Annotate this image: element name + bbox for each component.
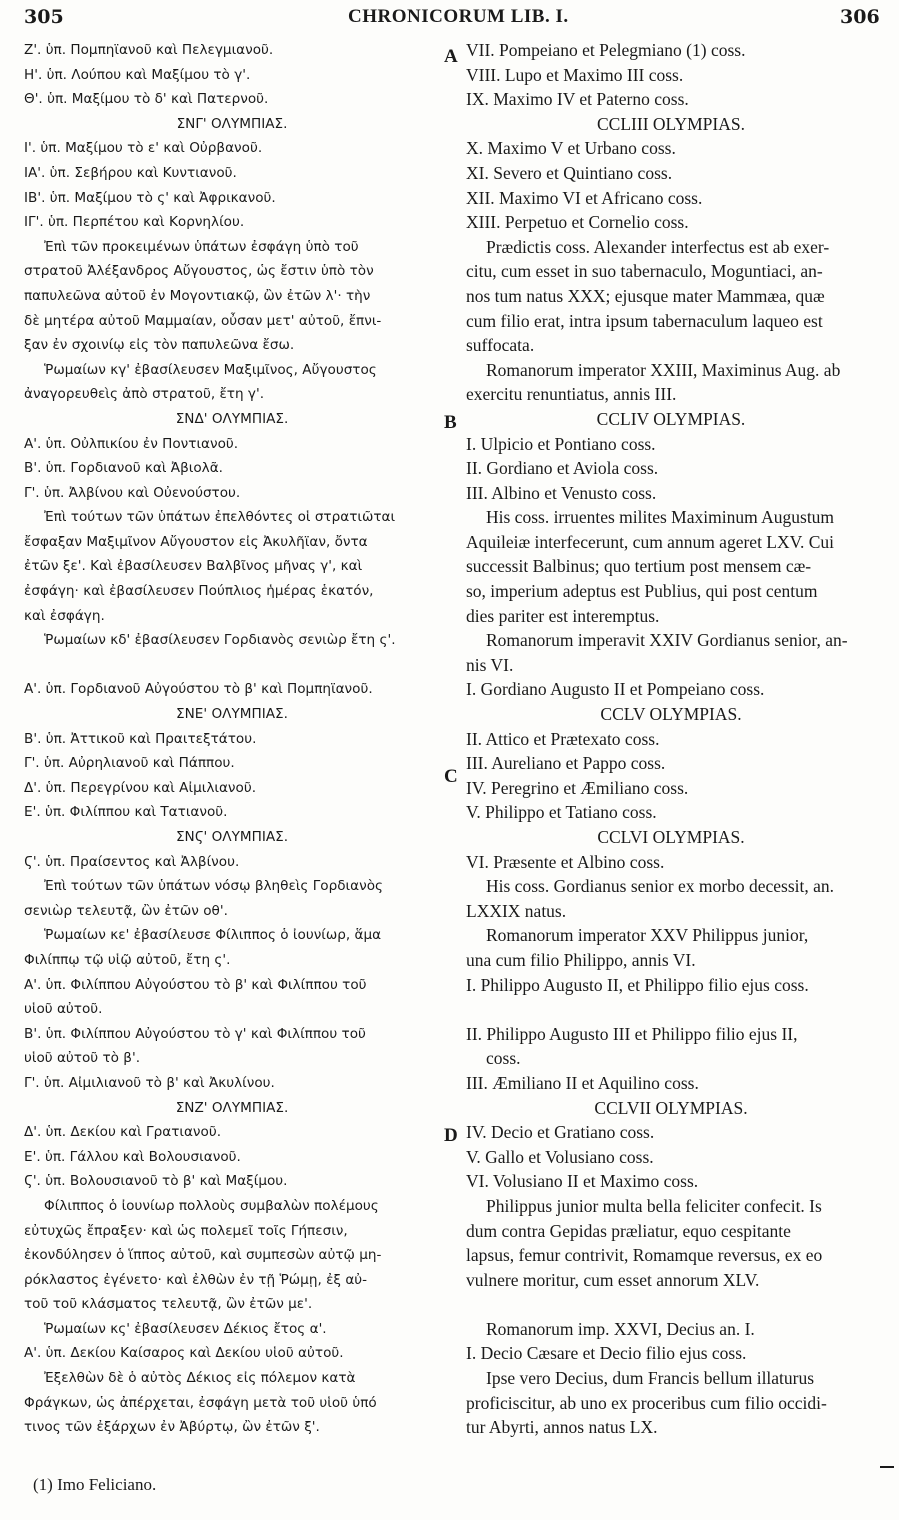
latin-column (466, 38, 876, 1440)
greek-line: ξαν ἐν σχοινίῳ εἰς τὸν παπυλεῶνα ἔσω. (24, 337, 295, 354)
greek-line: Ῥωμαίων κε' ἐβασίλευσε Φίλιππος ὁ ἰουνίωρ, ἅμα (44, 927, 382, 944)
greek-line: Ῥωμαίων κδ' ἐβασίλευσεν Γορδιανὸς σενιὼρ ἔτη ς'. (44, 632, 396, 649)
greek-line: Β'. ὑπ. Γορδιανοῦ καὶ Ἀβιολᾶ. (24, 460, 224, 477)
latin-line: tur Abyrti, annos natus LX. (466, 1417, 658, 1438)
greek-line: σενιὼρ τελευτᾷ, ὢν ἐτῶν οθ'. (24, 902, 228, 919)
latin-line: vulnere moritur, cum esset annorum XLV. (466, 1269, 760, 1290)
latin-line: una cum filio Philippo, annis VI. (466, 949, 696, 970)
greek-line: ἐσφάγη· καὶ ἐβασίλευσεν Πούπλιος ἡμέρας ἑκατόν, (24, 583, 374, 600)
latin-line: lapsus, femur contrivit, Romamque reversus, ex eo (466, 1245, 823, 1266)
latin-line: I. Gordiano Augusto II et Pompeiano coss. (466, 679, 765, 700)
latin-line: III. Albino et Venusto coss. (466, 482, 657, 503)
greek-line: ἐκονδύλησεν ὁ ἵππος αὐτοῦ, καὶ συμπεσὼν αὐτῷ μη- (24, 1247, 382, 1264)
latin-line: V. Gallo et Volusiano coss. (466, 1146, 654, 1167)
latin-line: so, imperium adeptus est Publius, qui post centum (466, 581, 818, 602)
olympiad-heading: ΣΝΔ' ΟΛΥΜΠΙΑΣ. (175, 410, 289, 427)
latin-line: I. Ulpicio et Pontiano coss. (466, 433, 656, 454)
greek-line: Ἐπὶ τῶν προκειμένων ὑπάτων ἐσφάγη ὑπὸ τοῦ (44, 238, 359, 255)
page-header (0, 6, 899, 36)
latin-line: Ipse vero Decius, dum Francis bellum illaturus (486, 1368, 815, 1389)
latin-line (466, 1292, 876, 1317)
olympiad-heading: CCLIV OLYMPIAS. (596, 408, 746, 429)
latin-line: VII. Pompeiano et Pelegmiano (1) coss. (466, 40, 746, 60)
greek-column (24, 38, 440, 1440)
greek-line: Γ'. ὑπ. Ἀλβίνου καὶ Οὐενούστου. (24, 484, 241, 501)
greek-line: στρατοῦ Ἀλέξανδρος Αὔγουστος, ὡς ἔστιν ὑπὸ τὸν (24, 263, 374, 280)
greek-line: Β'. ὑπ. Ἀττικοῦ καὶ Πραιτεξτάτου. (24, 730, 257, 747)
latin-line: VI. Volusiano II et Maximo coss. (466, 1171, 699, 1192)
greek-line (24, 653, 440, 678)
greek-line: Ἐπὶ τούτων τῶν ὑπάτων νόσῳ βληθεὶς Γορδιανὸς (44, 878, 384, 895)
latin-line: LXXIX natus. (466, 900, 567, 921)
section-letter-c: C (444, 766, 458, 787)
latin-line: VI. Præsente et Albino coss. (466, 851, 665, 872)
latin-line: II. Gordiano et Aviola coss. (466, 458, 659, 479)
latin-line (466, 997, 876, 1022)
greek-line: τινος τῶν ἐξάρχων ἐν Ἀβύρτῳ, ὢν ἐτῶν ξ'. (24, 1419, 320, 1436)
latin-line: exercitu renuntiatus, annis III. (466, 384, 677, 405)
latin-line: III. Æmiliano II et Aquilino coss. (466, 1072, 699, 1093)
greek-line: Ἐξελθὼν δὲ ὁ αὐτὸς Δέκιος εἰς πόλεμον κατὰ (44, 1370, 356, 1387)
greek-line: Α'. ὑπ. Φιλίππου Αὐγούστου τὸ β' καὶ Φιλίππου τοῦ (24, 976, 367, 993)
latin-line: X. Maximo V et Urbano coss. (466, 138, 676, 159)
olympiad-heading: ΣΝΕ' ΟΛΥΜΠΙΑΣ. (176, 706, 288, 723)
greek-line: Ζ'. ὑπ. Πομπηϊανοῦ καὶ Πελεγμιανοῦ. (24, 42, 274, 58)
latin-line: His coss. irruentes milites Maximinum Augustum (486, 507, 835, 528)
greek-line: εὐτυχῶς ἔπραξεν· καὶ ὡς πολεμεῖ τοῖς Γήπεσιν, (24, 1222, 348, 1239)
latin-line: XI. Severo et Quintiano coss. (466, 162, 673, 183)
greek-line: Ε'. ὑπ. Φιλίππου καὶ Τατιανοῦ. (24, 804, 228, 821)
greek-line: Θ'. ὑπ. Μαξίμου τὸ δ' καὶ Πατερνοῦ. (24, 91, 269, 108)
running-title: CHRONICORUM LIB. I. (348, 6, 569, 27)
latin-line: XIII. Perpetuo et Cornelio coss. (466, 212, 689, 233)
greek-line: Α'. ὑπ. Οὐλπικίου ἐν Ποντιανοῦ. (24, 435, 239, 452)
greek-line: Γ'. ὑπ. Αὐρηλιανοῦ καὶ Πάππου. (24, 755, 235, 772)
greek-line: Δ'. ὑπ. Περεγρίνου καὶ Αἰμιλιανοῦ. (24, 779, 257, 796)
latin-line: coss. (486, 1048, 521, 1069)
margin-dash (880, 1466, 894, 1468)
greek-line: Ι'. ὑπ. Μαξίμου τὸ ε' καὶ Οὐρβανοῦ. (24, 140, 263, 157)
greek-line: υἱοῦ αὐτοῦ. (24, 1001, 103, 1018)
greek-line: Ε'. ὑπ. Γάλλου καὶ Βολουσιανοῦ. (24, 1148, 241, 1165)
latin-line: citu, cum esset in suo tabernaculo, Moguntiaci, an- (466, 261, 823, 282)
latin-line: proficiscitur, ab uno ex proceribus cum filio occidi- (466, 1392, 827, 1413)
greek-line: ἐτῶν ξε'. Καὶ ἐβασίλευσεν Βαλβῖνος μῆνας γ', καὶ (24, 558, 363, 575)
greek-line: καὶ ἐσφάγη. (24, 607, 105, 624)
greek-line: ΙΓ'. ὑπ. Περπέτου καὶ Κορνηλίου. (24, 214, 245, 231)
greek-line: ΙΒ'. ὑπ. Μαξίμου τὸ ς' καὶ Ἀφρικανοῦ. (24, 189, 276, 206)
greek-line: δὲ μητέρα αὐτοῦ Μαμμαίαν, οὖσαν μετ' αὐτοῦ, ἔπνι- (24, 312, 382, 329)
olympiad-heading: ΣΝΖ' ΟΛΥΜΠΙΑΣ. (175, 1099, 289, 1116)
greek-line: Η'. ὑπ. Λούπου καὶ Μαξίμου τὸ γ'. (24, 66, 251, 83)
latin-line: V. Philippo et Tatiano coss. (466, 802, 657, 823)
latin-line: Philippus junior multa bella feliciter confecit. Is (486, 1195, 822, 1216)
section-letter-d: D (444, 1125, 458, 1146)
greek-line: Α'. ὑπ. Γορδιανοῦ Αὐγούστου τὸ β' καὶ Πομπηϊανοῦ. (24, 681, 373, 698)
latin-line: II. Attico et Prætexato coss. (466, 728, 660, 749)
latin-line: IX. Maximo IV et Paterno coss. (466, 89, 689, 110)
latin-line: I. Philippo Augusto II, et Philippo filio ejus coss. (466, 974, 809, 995)
greek-line: Ῥωμαίων κγ' ἐβασίλευσεν Μαξιμῖνος, Αὔγουστος (44, 361, 377, 378)
greek-line: υἱοῦ αὐτοῦ τὸ β'. (24, 1050, 141, 1067)
olympiad-heading: ΣΝϚ' ΟΛΥΜΠΙΑΣ. (175, 829, 289, 845)
latin-line: IV. Decio et Gratiano coss. (466, 1122, 655, 1143)
latin-line: nos tum natus XXX; ejusque mater Mammæa, quæ (466, 285, 825, 306)
greek-line: τοῦ τοῦ κλάσματος τελευτᾷ, ὢν ἐτῶν με'. (24, 1296, 313, 1313)
greek-line: Γ'. ὑπ. Αἰμιλιανοῦ τὸ β' καὶ Ἀκυλίνου. (24, 1074, 275, 1091)
olympiad-heading: CCLV OLYMPIAS. (600, 704, 742, 725)
greek-line: ΙΑ'. ὑπ. Σεβήρου καὶ Κυντιανοῦ. (24, 164, 237, 181)
greek-line: Φίλιππος ὁ ἰουνίωρ πολλοὺς συμβαλὼν πολέμους (44, 1197, 379, 1214)
page-number-right: 306 (840, 6, 880, 28)
latin-line: His coss. Gordianus senior ex morbo decessit, an. (486, 876, 834, 897)
footnote: (1) Imo Feliciano. (33, 1475, 157, 1494)
latin-line: cum filio erat, intra ipsum tabernaculum laqueo est (466, 310, 823, 331)
latin-line: Prædictis coss. Alexander interfectus est ab exer- (486, 236, 830, 257)
greek-line: Δ'. ὑπ. Δεκίου καὶ Γρατιανοῦ. (24, 1124, 222, 1141)
greek-line: ἀναγορευθεὶς ἀπὸ στρατοῦ, ἔτη γ'. (24, 386, 265, 403)
latin-line: Romanorum imp. XXVI, Decius an. I. (486, 1318, 755, 1339)
greek-line: Β'. ὑπ. Φιλίππου Αὐγούστου τὸ γ' καὶ Φιλίππου τοῦ (24, 1025, 366, 1042)
latin-line: Romanorum imperavit XXIV Gordianus senior, an- (486, 630, 848, 651)
greek-line: Ϛ'. ὑπ. Βολουσιανοῦ τὸ β' καὶ Μαξίμου. (24, 1173, 288, 1190)
greek-line: Φράγκων, ὡς ἀπέρχεται, ἐσφάγη μετὰ τοῦ υἱοῦ ὑπό (24, 1394, 377, 1411)
section-letter-a: A (444, 46, 458, 67)
greek-line: ρόκλαστος ἐγένετο· καὶ ἐλθὼν ἐν τῇ Ῥώμῃ, ἐξ αὐ- (24, 1271, 368, 1288)
greek-line: Ϛ'. ὑπ. Πραίσεντος καὶ Ἀλβίνου. (24, 853, 240, 870)
page-number-left: 305 (24, 6, 64, 28)
greek-line: ἔσφαξαν Μαξιμῖνον Αὔγουστον εἰς Ἀκυλῆϊαν, ὄντα (24, 533, 368, 550)
latin-line: successit Balbinus; quo tertium post mensem cæ- (466, 556, 812, 577)
latin-line: Romanorum imperator XXV Philippus junior, (486, 925, 809, 946)
greek-line: Α'. ὑπ. Δεκίου Καίσαρος καὶ Δεκίου υἱοῦ αὐτοῦ. (24, 1345, 344, 1362)
latin-line: II. Philippo Augusto III et Philippo filio ejus II, (466, 1023, 798, 1044)
greek-line: Φιλίππῳ τῷ υἱῷ αὐτοῦ, ἔτη ς'. (24, 951, 231, 968)
olympiad-heading: ΣΝΓ' ΟΛΥΜΠΙΑΣ. (176, 115, 288, 132)
olympiad-heading: CCLIII OLYMPIAS. (597, 113, 745, 134)
latin-line: IV. Peregrino et Æmiliano coss. (466, 777, 689, 798)
greek-line: Ῥωμαίων κς' ἐβασίλευσεν Δέκιος ἔτος α'. (44, 1320, 327, 1337)
greek-line: παπυλεῶνα αὐτοῦ ἐν Μογοντιακῷ, ὢν ἐτῶν λ'· τὴν (24, 287, 371, 304)
olympiad-heading: CCLVI OLYMPIAS. (597, 827, 745, 847)
latin-line: I. Decio Cæsare et Decio filio ejus coss. (466, 1343, 747, 1364)
section-letter-b: B (444, 412, 457, 433)
latin-line: suffocata. (466, 335, 535, 356)
latin-line: III. Aureliano et Pappo coss. (466, 753, 666, 774)
latin-line: dies pariter est interemptus. (466, 605, 660, 626)
latin-line: dum contra Gepidas præliatur, equo cespitante (466, 1220, 791, 1241)
greek-line: Ἐπὶ τούτων τῶν ὑπάτων ἐπελθόντες οἱ στρατιῶται (44, 509, 396, 526)
latin-line: XII. Maximo VI et Africano coss. (466, 187, 703, 208)
latin-line: VIII. Lupo et Maximo III coss. (466, 64, 684, 85)
latin-line: Romanorum imperator XXIII, Maximinus Aug. ab (486, 359, 841, 380)
olympiad-heading: CCLVII OLYMPIAS. (594, 1097, 748, 1118)
latin-line: Aquileiæ interfecerunt, cum annum ageret LXV. Cui (466, 531, 835, 552)
latin-line: nis VI. (466, 654, 514, 675)
